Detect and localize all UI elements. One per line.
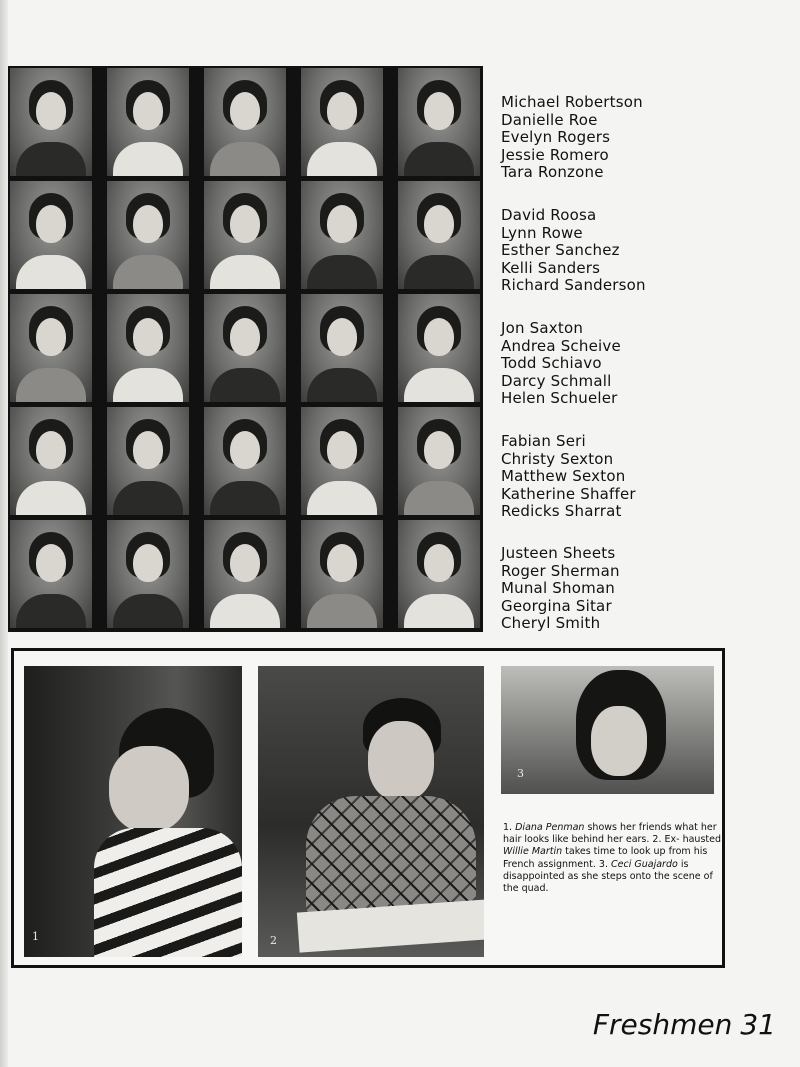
student-name: Tara Ronzone	[501, 163, 604, 181]
portrait-face-shape	[230, 431, 260, 469]
name-group	[501, 320, 701, 408]
student-portrait	[398, 407, 480, 515]
student-portrait	[301, 520, 383, 628]
student-portrait	[301, 181, 383, 289]
caption-number: 1.	[503, 822, 513, 833]
photo-sweater-shape	[306, 796, 476, 916]
student-name: Cheryl Smith	[501, 614, 601, 632]
portrait-face-shape	[133, 544, 163, 582]
portrait-face-shape	[230, 544, 260, 582]
portrait-face-shape	[230, 205, 260, 243]
student-portrait	[301, 68, 383, 176]
student-portrait	[204, 68, 286, 176]
portrait-face-shape	[36, 205, 66, 243]
portrait-face-shape	[133, 431, 163, 469]
photo-number-1: 1	[32, 930, 39, 943]
student-portrait	[398, 181, 480, 289]
portrait-body-shape	[307, 368, 377, 402]
caption-text: hausted	[682, 834, 722, 846]
caption-number: 3.	[598, 858, 608, 870]
student-portrait	[10, 181, 92, 289]
portrait-body-shape	[113, 142, 183, 176]
photo-number-2: 2	[270, 934, 277, 947]
portrait-face-shape	[327, 92, 357, 130]
portrait-body-shape	[307, 594, 377, 628]
page-number: 31	[740, 1008, 776, 1041]
student-name: Andrea Scheive	[501, 336, 621, 355]
portrait-body-shape	[16, 142, 86, 176]
portrait-face-shape	[424, 544, 454, 582]
portrait-body-shape	[307, 142, 377, 176]
student-portrait	[204, 407, 286, 515]
student-name: Redicks Sharrat	[501, 502, 622, 520]
student-name: Danielle Roe	[501, 110, 598, 129]
portrait-body-shape	[210, 481, 280, 515]
portrait-face-shape	[36, 544, 66, 582]
portrait-body-shape	[404, 255, 474, 289]
caption-person-name: Diana Penman	[515, 822, 585, 833]
portrait-face-shape	[424, 318, 454, 356]
student-portrait	[204, 294, 286, 402]
page-binding-edge	[0, 0, 8, 1067]
candid-photo-2	[258, 666, 484, 957]
student-name: Kelli Sanders	[501, 258, 601, 277]
photo-face-shape	[591, 706, 647, 776]
candid-photo-panel	[11, 648, 725, 968]
student-name: Fabian Seri	[501, 432, 586, 450]
student-name: Todd Schiavo	[501, 354, 602, 372]
student-portrait	[107, 68, 189, 176]
name-group	[501, 94, 701, 182]
portrait-body-shape	[16, 368, 86, 402]
portrait-face-shape	[327, 431, 357, 469]
student-portrait	[301, 294, 383, 402]
student-name: Richard Sanderson	[501, 276, 646, 294]
portrait-body-shape	[113, 481, 183, 515]
portrait-body-shape	[16, 255, 86, 289]
portrait-face-shape	[327, 544, 357, 582]
student-name: Evelyn Rogers	[501, 128, 611, 146]
caption-number: 2. Ex-	[652, 834, 680, 846]
student-name: Roger Sherman	[501, 561, 620, 580]
student-portrait	[10, 294, 92, 402]
name-group	[501, 545, 701, 633]
name-group	[501, 433, 701, 521]
student-portrait	[398, 294, 480, 402]
student-portrait	[398, 68, 480, 176]
portrait-body-shape	[113, 594, 183, 628]
portrait-face-shape	[230, 92, 260, 130]
portrait-face-shape	[133, 318, 163, 356]
portrait-face-shape	[133, 205, 163, 243]
portrait-body-shape	[404, 594, 474, 628]
student-portrait	[107, 294, 189, 402]
photo-face-shape	[109, 746, 189, 832]
portrait-face-shape	[424, 431, 454, 469]
student-portrait	[107, 181, 189, 289]
portrait-face-shape	[230, 318, 260, 356]
student-name: Darcy Schmall	[501, 371, 612, 390]
student-portrait	[10, 407, 92, 515]
student-portrait	[301, 407, 383, 515]
student-portrait	[398, 520, 480, 628]
photo-caption	[503, 822, 728, 895]
photo-sweater-shape	[94, 828, 242, 957]
caption-text: takes time to look up from his French assignment.	[503, 846, 708, 870]
page-footer	[593, 1008, 776, 1041]
portrait-grid	[8, 66, 483, 632]
caption-person-name: Willie Martin	[503, 846, 563, 858]
student-portrait	[204, 181, 286, 289]
student-name: Matthew Sexton	[501, 467, 626, 485]
student-name: Christy Sexton	[501, 449, 614, 468]
candid-photo-1	[24, 666, 242, 957]
caption-text: shows her friends what her hair looks like behind her ears.	[503, 822, 717, 846]
student-name: Jon Saxton	[501, 319, 584, 337]
student-name: Georgina Sitar	[501, 596, 612, 615]
portrait-face-shape	[327, 205, 357, 243]
student-portrait	[204, 520, 286, 628]
portrait-body-shape	[404, 142, 474, 176]
portrait-body-shape	[113, 255, 183, 289]
portrait-body-shape	[16, 481, 86, 515]
student-name: Michael Robertson	[501, 93, 643, 111]
student-portrait	[10, 68, 92, 176]
portrait-face-shape	[36, 431, 66, 469]
portrait-body-shape	[210, 368, 280, 402]
portrait-body-shape	[210, 594, 280, 628]
name-group	[501, 207, 701, 295]
portrait-body-shape	[210, 142, 280, 176]
caption-person-name: Ceci Guajardo	[611, 858, 678, 870]
student-name: Helen Schueler	[501, 389, 618, 407]
caption-text: is disappointed as she steps onto the scene of the quad.	[503, 858, 713, 895]
portrait-body-shape	[404, 368, 474, 402]
portrait-face-shape	[327, 318, 357, 356]
portrait-face-shape	[424, 92, 454, 130]
student-name: Jessie Romero	[501, 145, 609, 164]
student-portrait	[10, 520, 92, 628]
student-name: Lynn Rowe	[501, 223, 583, 242]
portrait-face-shape	[36, 318, 66, 356]
candid-photo-3	[501, 666, 714, 794]
portrait-face-shape	[133, 92, 163, 130]
portrait-body-shape	[16, 594, 86, 628]
photo-face-shape	[368, 721, 434, 801]
student-name: Katherine Shaffer	[501, 484, 636, 503]
portrait-body-shape	[113, 368, 183, 402]
student-name: Esther Sanchez	[501, 241, 620, 259]
student-name: Munal Shoman	[501, 579, 615, 597]
student-name: David Roosa	[501, 206, 597, 224]
photo-number-3: 3	[517, 767, 524, 780]
portrait-face-shape	[36, 92, 66, 130]
section-title: Freshmen	[592, 1008, 733, 1041]
student-portrait	[107, 520, 189, 628]
portrait-body-shape	[307, 481, 377, 515]
portrait-body-shape	[210, 255, 280, 289]
portrait-body-shape	[404, 481, 474, 515]
portrait-face-shape	[424, 205, 454, 243]
portrait-body-shape	[307, 255, 377, 289]
student-portrait	[107, 407, 189, 515]
student-name: Justeen Sheets	[501, 544, 616, 562]
